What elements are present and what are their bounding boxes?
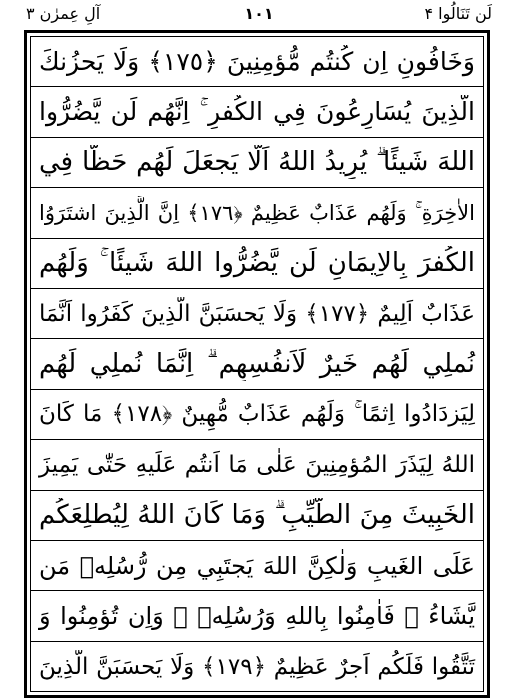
page-number: ١٠١ [244,4,274,23]
text-line [31,289,483,339]
text-lines [30,36,484,692]
text-line [31,188,483,238]
text-line [31,541,483,591]
text-line [31,591,483,641]
line-text: الكُفرَ بِالاِيمَانِ لَن يَّضُرُّوا اللهَ شَيئًا ۚ وَلَهُم [39,248,475,279]
line-text: عَلَى الغَيبِ وَلٰكِنَّ اللهَ يَجتَبِي مِن رُّسُلِهٖ مَن [39,551,475,580]
page-border [24,30,490,698]
line-text: نُملِي لَهُم خَيرٌ لِّاَنفُسِهِم ۗ اِنَّمَا نُملِي لَهُم [39,349,475,380]
line-text: الخَبِيثَ مِنَ الطَّيِّبِ ۗ وَمَا كَانَ اللهُ لِيُطلِعَكُم [39,500,475,531]
line-text: الاٰخِرَةِ ۚ وَلَهُم عَذَابٌ عَظِيمٌ ﴿١٧٦﴾ اِنَّ الَّذِينَ اشتَرَوُا [39,200,475,225]
line-text: اللهُ لِيَذَرَ المُؤمِنِينَ عَلٰى مَا اَنتُم عَلَيهِ حَتّٰى يَمِيزَ [39,451,475,478]
text-line [31,37,483,87]
text-line [31,440,483,490]
line-text: لِيَزدَادُوا اِثمًا ۚ وَلَهُم عَذَابٌ مُّهِينٌ ﴿١٧٨﴾ مَا كَانَ [39,401,475,428]
text-line [31,239,483,289]
line-text: الَّذِينَ يُسَارِعُونَ فِي الكُفرِ ۚ اِنَّهُم لَن يَّضُرُّوا [39,97,475,127]
text-line [31,642,483,692]
line-text: يَّشَاءُ ۖ فَاٰمِنُوا بِاللهِ وَرُسُلِهٖ ۚ وَاِن تُؤمِنُوا وَ [39,602,475,631]
text-line [31,390,483,440]
text-line [31,87,483,137]
line-text: عَذَابٌ اَلِيمٌ ﴿١٧٧﴾ وَلَا يَحسَبَنَّ الَّذِينَ كَفَرُوا اَنَّمَا [39,300,475,327]
line-text: وَخَافُونِ اِن كُنتُم مُّؤمِنِينَ ﴿١٧٥﴾ وَلَا يَحزُنكَ [39,46,475,76]
page-header [0,0,518,30]
line-text: تَتَّقُوا فَلَكُم اَجرٌ عَظِيمٌ ﴿١٧٩﴾ وَلَا يَحسَبَنَّ الَّذِينَ [39,653,475,680]
surah-name: آلِ عِمرٰن ۳ [26,4,101,23]
text-line [31,339,483,389]
line-text: اللهَ شَيئًا ۗ يُرِيدُ اللهُ اَلَّا يَجعَلَ لَهُم حَظًّا فِي [39,147,475,178]
text-line [31,138,483,188]
para-name: لَن تَنَالُوا ۴ [424,4,492,23]
text-line [31,491,483,541]
